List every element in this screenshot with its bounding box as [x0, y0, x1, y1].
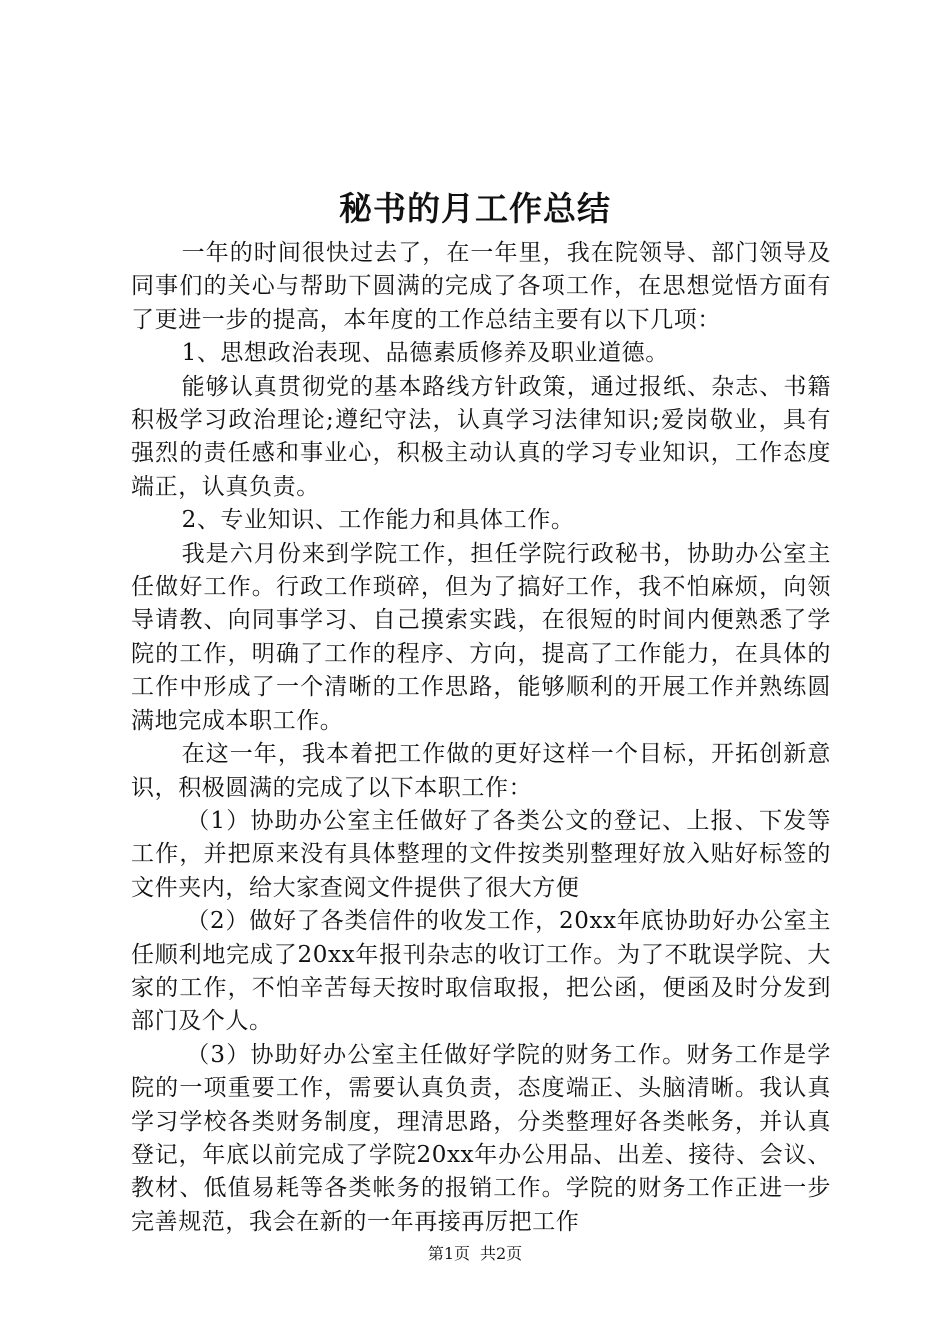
document-body: [131, 237, 831, 1239]
paragraph-intro: 一年的时间很快过去了，在一年里，我在院领导、部门领导及同事们的关心与帮助下圆满的完成了各项工作，在思想觉悟方面有了更进一步的提高，本年度的工作总结主要有以下几项：: [131, 240, 831, 333]
list-item-3: （3）协助好办公室主任做好学院的财务工作。财务工作是学院的一项重要工作，需要认真负责，态度端正、头脑清晰。我认真学习学校各类财务制度，理清思路，分类整理好各类帐务，并认真登记，年底以前完成了学院20xx年办公用品、出差、接待、会议、教材、低值易耗等各类帐务的报销工作。学院的财务工作正进一步完善规范，我会在新的一年再接再厉把工作: [131, 1041, 831, 1235]
document-title: 秘书的月工作总结: [339, 189, 611, 228]
page-number: 第1页: [427, 1244, 470, 1263]
paragraph-work-ability: 我是六月份来到学院工作，担任学院行政秘书，协助办公室主任做好工作。行政工作琐碎，但为了搞好工作，我不怕麻烦，向领导请教、向同事学习、自己摸索实践，在很短的时间内便熟悉了学院的工作，明确了工作的程序、方向，提高了工作能力，在具体的工作中形成了一个清晰的工作思路，能够顺利的开展工作并熟练圆满地完成本职工作。: [131, 540, 831, 734]
paragraph-goal: 在这一年，我本着把工作做的更好这样一个目标，开拓创新意识，积极圆满的完成了以下本职工作：: [131, 741, 831, 801]
list-item-1: （1）协助办公室主任做好了各类公文的登记、上报、下发等工作，并把原来没有具体整理的文件按类别整理好放入贴好标签的文件夹内，给大家查阅文件提供了很大方便: [131, 807, 831, 901]
section-heading-2: 2、专业知识、工作能力和具体工作。: [181, 507, 575, 534]
section-heading-1: 1、思想政治表现、品德素质修养及职业道德。: [181, 340, 669, 367]
page-total: 共2页: [480, 1244, 523, 1263]
paragraph-political: 能够认真贯彻党的基本路线方针政策，通过报纸、杂志、书籍积极学习政治理论;遵纪守法，认真学习法律知识;爱岗敬业，具有强烈的责任感和事业心，积极主动认真的学习专业知识，工作态度端正，认真负责。: [131, 373, 831, 500]
list-item-2: （2）做好了各类信件的收发工作，20xx年底协助好办公室主任顺利地完成了20xx年报刊杂志的收订工作。为了不耽误学院、大家的工作，不怕辛苦每天按时取信取报，把公函，便函及时分发到部门及个人。: [131, 908, 831, 1035]
page-footer: [0, 1242, 950, 1266]
